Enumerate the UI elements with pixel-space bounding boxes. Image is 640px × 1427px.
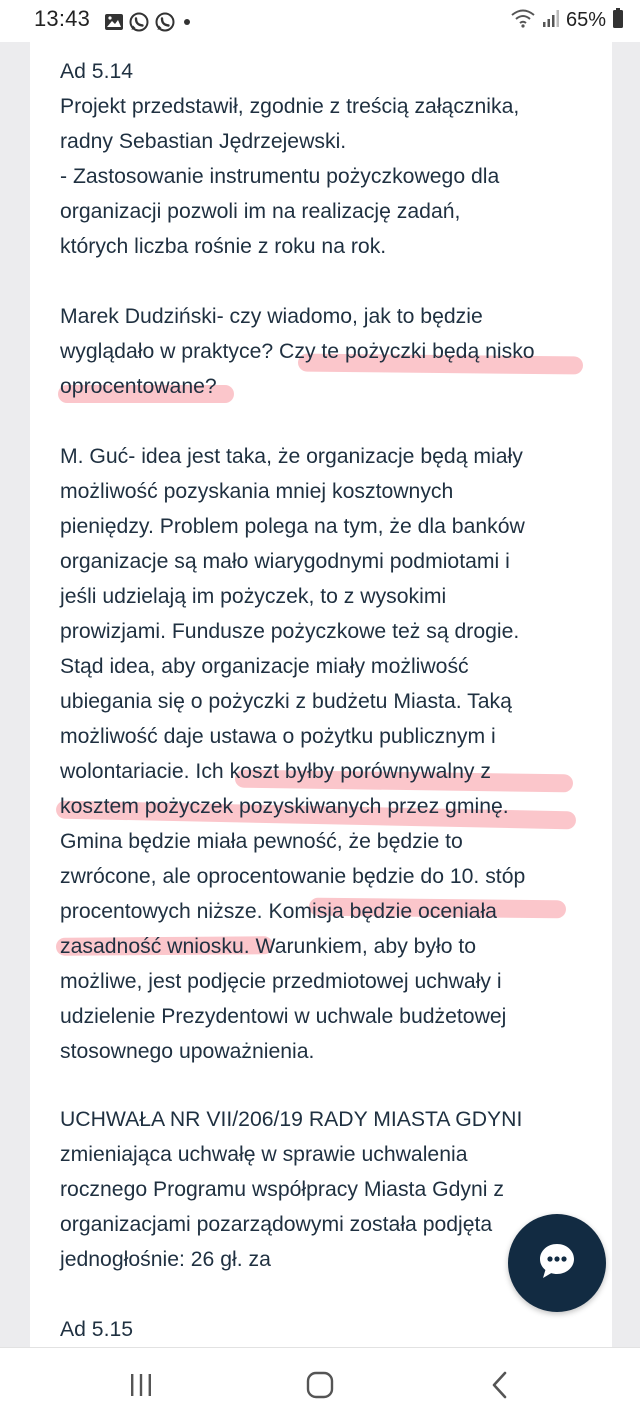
navigation-bar [0,1347,640,1427]
dot-icon [180,15,194,34]
battery-icon [612,7,624,34]
notification-icons [104,11,194,38]
back-icon [486,1370,514,1405]
section-ad-5-14: Ad 5.14 Projekt przedstawił, zgodnie z treścią załącznika, radny Sebastian Jędrzejewski. - Zastosowanie instrumentu pożyczkowego dla organizacji pozwoli im na realizację zadań, których liczba rośnie z roku na rok. [60,60,520,258]
answer-paragraph: M. Guć- idea jest taka, że organizacje będą miały możliwość pozyskania mniej kosztownych pieniędzy. Problem polega na tym, że dla banków organizacje są mało wiarygodnymi podmiotami i jeśli udzielają im pożyczek, to z wysokimi prowizjami. Fundusze pożyczkowe też są drogie. Stąd idea, aby organizacje miały możliwość ubiegania się o pożyczki z budżetu Miasta. Taką możliwość daje ustawa o pożytku publicznym i wolontariacie. Ich koszt byłby porównywalny z kosztem pożyczek pozyskiwanych przez gminę. Gmina będzie miała pewność, że będzie to zwrócone, ale oprocentowanie będzie do 10. stóp procentowych niższe. Komisja będzie oceniała zasadność wniosku. Warunkiem, aby było to możliwe, jest podjęcie przedmiotowej uchwały i udzielenie Prezydentowi w uchwale budżetowej stosownego upoważnienia. [60,445,526,1063]
content-area[interactable] [0,42,640,1347]
status-bar [0,0,640,42]
wifi-icon [510,7,536,34]
whatsapp-icon [154,11,176,38]
resolution-paragraph: UCHWAŁA NR VII/206/19 RADY MIASTA GDYNI zmieniająca uchwałę w sprawie uchwalenia rocznego Programu współpracy Miasta Gdyni z organizacjami pozarządowymi została podjęta jednogłośnie: 26 gł. za [60,1108,523,1271]
signal-icon [542,8,560,33]
status-time: 13:43 [34,6,91,31]
back-button[interactable] [480,1370,520,1404]
recent-apps-icon [127,1371,155,1404]
chat-bubble-icon [535,1239,579,1288]
gallery-icon [104,12,124,37]
system-icons [510,7,624,34]
section-ad-5-15: Ad 5.15 [60,1318,134,1341]
recent-apps-button[interactable] [121,1370,161,1404]
home-button[interactable] [300,1370,340,1404]
home-icon [305,1370,335,1405]
whatsapp-icon [128,11,150,38]
document-card [30,42,612,1347]
battery-percent: 65% [565,9,606,31]
chat-button[interactable] [508,1214,606,1312]
question-paragraph: Marek Dudziński- czy wiadomo, jak to będzie wyglądało w praktyce? Czy te pożyczki będą nisko oprocentowane? [60,305,535,398]
